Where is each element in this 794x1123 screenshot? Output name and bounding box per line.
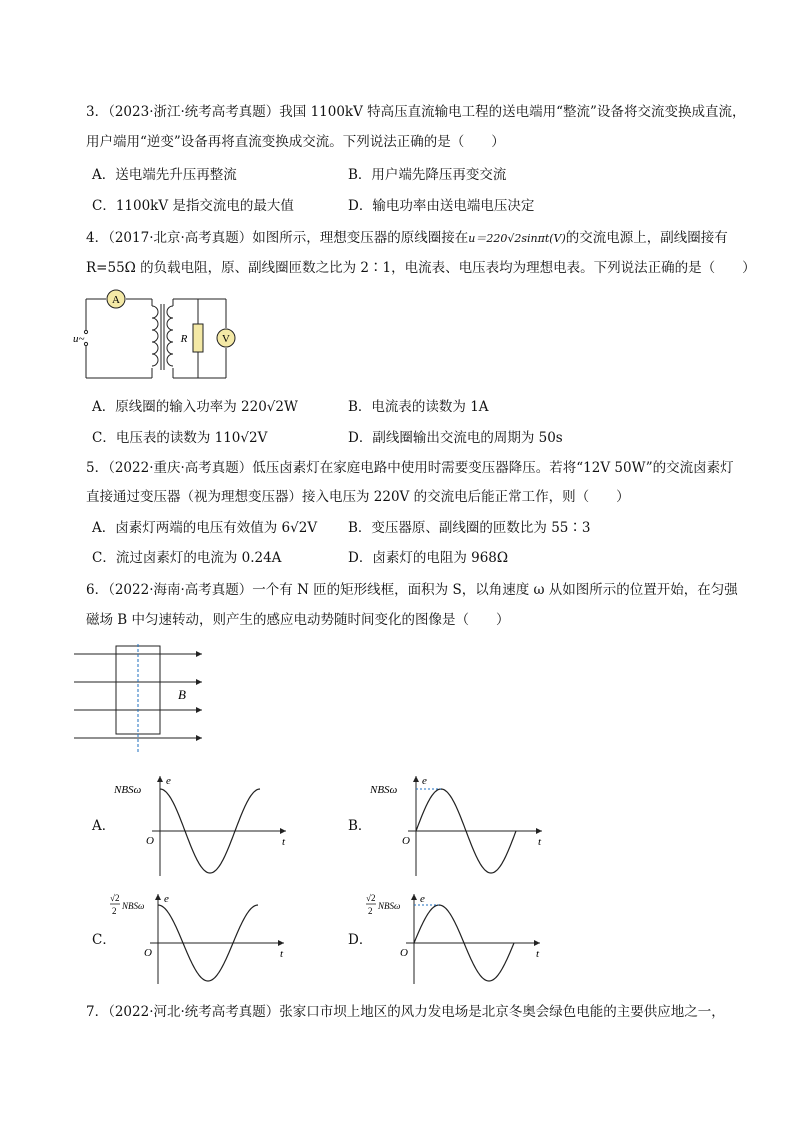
amplitude-label: NBSω [378, 901, 401, 911]
amplitude-numerator: √2 [110, 893, 120, 903]
graph-c-label: C． [92, 932, 116, 948]
q5-stem-line1: 5．（2022·重庆·高考真题）低压卤素灯在家庭电路中使用时需要变压器降压。若将“12V 50W”的交流卤素灯 [86, 460, 734, 476]
q4-stem-line2: R=55Ω 的负载电阻，原、副线圈匝数之比为 2∶1，电流表、电压表均为理想电表。下列说法正确的是（ ） [86, 260, 756, 276]
e-axis-label: e [166, 775, 171, 787]
e-axis-label: e [422, 775, 427, 787]
amplitude-numerator: √2 [366, 893, 376, 903]
resistor-symbol [193, 324, 203, 352]
q4-option-d: D．副线圈输出交流电的周期为 50s [348, 430, 563, 446]
origin-label: O [400, 947, 408, 959]
amplitude-denominator: 2 [112, 906, 117, 916]
amplitude-denominator: 2 [368, 906, 373, 916]
magnetic-field-figure [72, 644, 212, 756]
resistor-label: R [180, 333, 188, 345]
q5-option-c: C．流过卤素灯的电流为 0.24A [92, 550, 282, 566]
transformer-circuit-figure [72, 288, 242, 384]
q3-option-d: D．输电功率由送电端电压决定 [348, 198, 535, 214]
q4-option-a: A．原线圈的输入功率为 220√2W [92, 399, 298, 415]
q5-option-b: B．变压器原、副线圈的匝数比为 55∶3 [348, 520, 591, 536]
source-label: u~ [73, 333, 85, 345]
graph-b-label: B． [348, 818, 372, 834]
graph-d [364, 888, 554, 988]
q3-option-c: C．1100kV 是指交流电的最大值 [92, 198, 294, 214]
graph-d-label: D． [348, 932, 373, 948]
source-terminal-top [84, 330, 87, 333]
q4-stem-line1-a: 4．（2017·北京·高考真题）如图所示，理想变压器的原线圈接在 [86, 230, 469, 246]
origin-label: O [402, 835, 410, 847]
q4-stem-line1 [86, 228, 728, 249]
q4-formula: u＝220√2sinπt(V) [468, 232, 566, 245]
graph-c [108, 888, 298, 988]
origin-label: O [144, 947, 152, 959]
field-label: B [178, 687, 186, 702]
q4-option-c: C．电压表的读数为 110√2V [92, 430, 268, 446]
graph-b [366, 770, 556, 880]
e-axis-label: e [164, 893, 169, 905]
q6-stem-line1: 6．（2022·海南·高考真题）一个有 N 匝的矩形线框，面积为 S，以角速度 ω 从如图所示的位置开始，在匀强 [86, 582, 738, 598]
q4-stem-line1-b: 的交流电源上，副线圈接有 [565, 230, 728, 246]
q6-stem-line2: 磁场 B 中匀速转动，则产生的感应电动势随时间变化的图像是（ ） [86, 612, 510, 628]
q5-option-a: A．卤素灯两端的电压有效值为 6√2V [92, 520, 318, 536]
graph-a [110, 770, 300, 880]
e-axis-label: e [420, 893, 425, 905]
t-axis-label: t [536, 948, 540, 960]
origin-label: O [146, 835, 154, 847]
q7-stem-line1: 7．（2022·河北·统考高考真题）张家口市坝上地区的风力发电场是北京冬奥会绿色电能的主要供应地之一， [86, 1004, 725, 1020]
t-axis-label: t [282, 836, 286, 848]
q3-option-b: B．用户端先降压再变交流 [348, 167, 507, 183]
amplitude-label: NBSω [114, 784, 142, 796]
t-axis-label: t [538, 836, 542, 848]
ammeter-label: A [112, 294, 120, 306]
q3-stem-line1: 3．（2023·浙江·统考高考真题）我国 1100kV 特高压直流输电工程的送电端用“整流”设备将交流变换成直流， [86, 104, 746, 120]
q3-option-a: A．送电端先升压再整流 [92, 167, 237, 183]
amplitude-label: NBSω [370, 784, 398, 796]
source-terminal-bottom [84, 342, 87, 345]
amplitude-label: NBSω [122, 901, 145, 911]
t-axis-label: t [280, 948, 284, 960]
q5-option-d: D．卤素灯的电阻为 968Ω [348, 550, 509, 566]
q3-stem-line2: 用户端用“逆变”设备再将直流变换成交流。下列说法正确的是（ ） [86, 134, 505, 150]
q5-stem-line2: 直接通过变压器（视为理想变压器）接入电压为 220V 的交流电后能正常工作，则（ ） [86, 489, 630, 505]
voltmeter-label: V [222, 333, 230, 345]
graph-a-label: A． [92, 818, 116, 834]
q4-option-b: B．电流表的读数为 1A [348, 399, 489, 415]
